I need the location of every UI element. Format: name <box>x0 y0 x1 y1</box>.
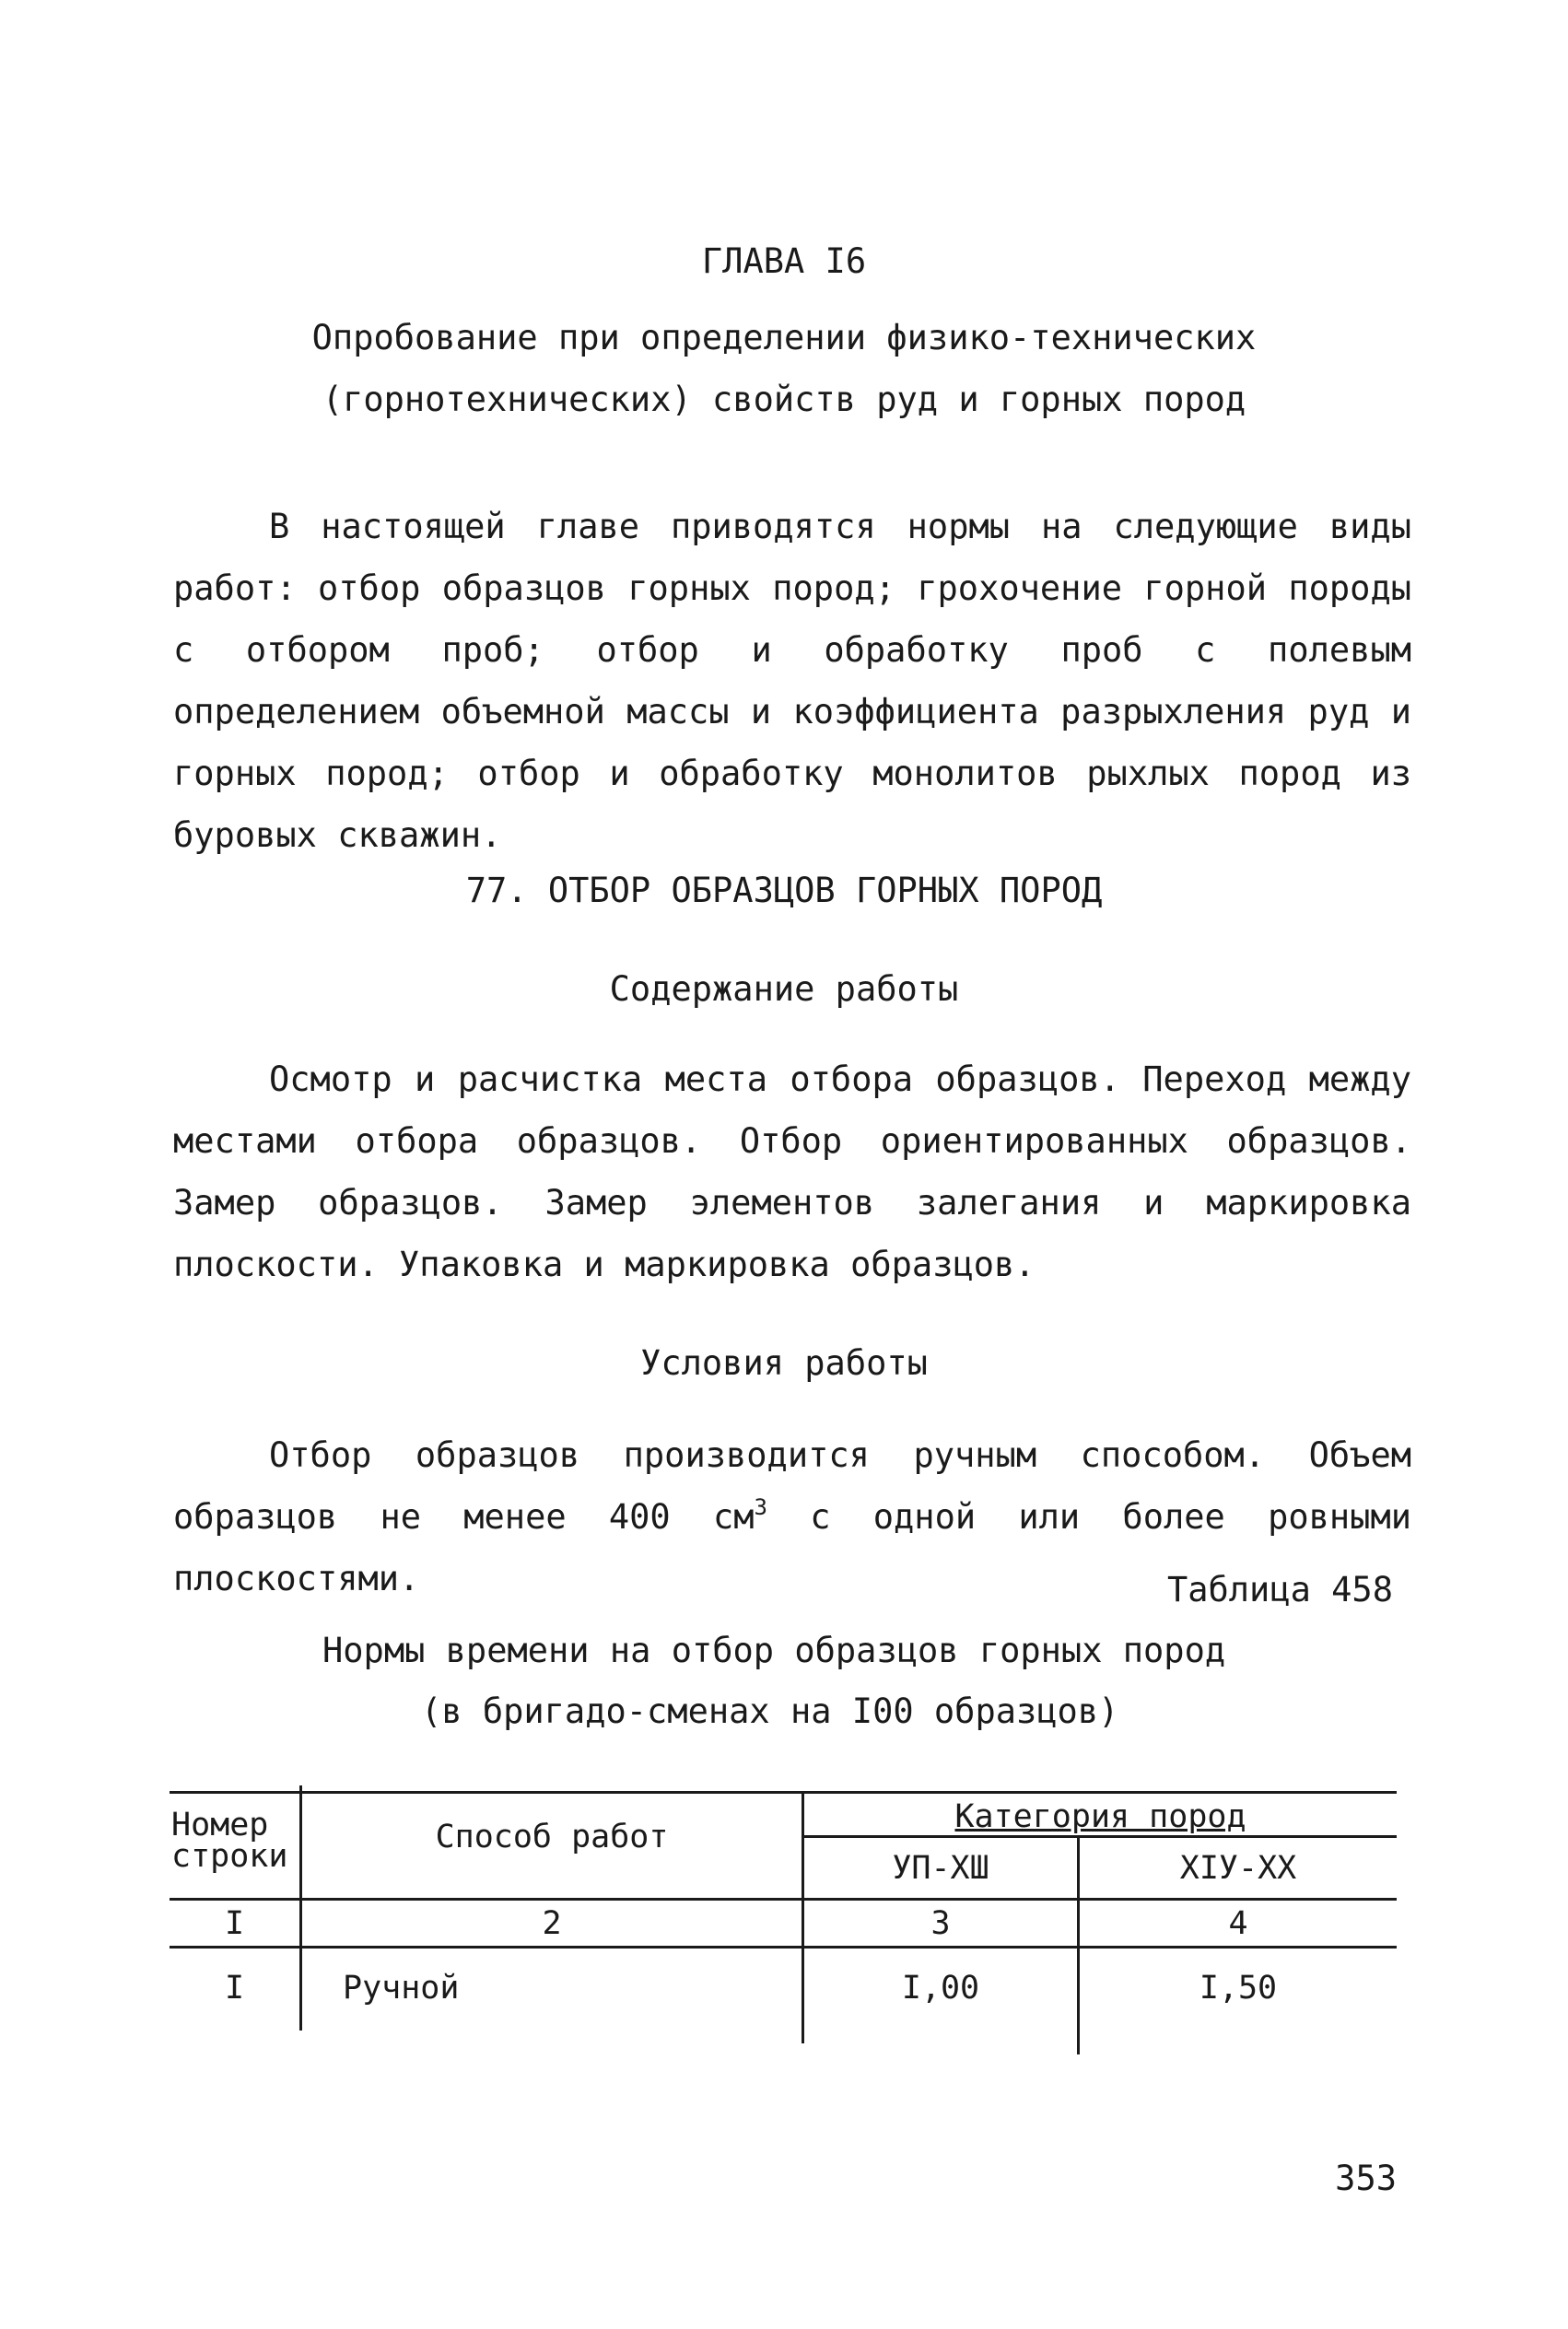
column-number-2: 2 <box>542 1905 562 1942</box>
table-row-number: I <box>224 1970 245 2007</box>
header-category-a: УП-ХШ <box>892 1850 989 1887</box>
content-paragraph: Осмотр и расчистка места отбора образцов. Переход между местами отбора образцов. Отбор ориентированных образцов. Замер образцов. Замер элементов залегания и маркировка плоскости. Упаковка и маркировка образцов. <box>173 1059 1411 1284</box>
column-numbers-rule <box>170 1946 1397 1949</box>
header-method: Способ работ <box>435 1819 669 1855</box>
chapter-title-line-1: Опробование при определении физико-технических <box>311 318 1257 357</box>
conditions-heading: Условия работы <box>640 1343 928 1383</box>
table-row-cat-a: I,00 <box>901 1970 980 2007</box>
section-heading: 77. ОТБОР ОБРАЗЦОВ ГОРНЫХ ПОРОД <box>465 871 1103 910</box>
header-bottom-rule <box>170 1898 1397 1901</box>
column-number-3: 3 <box>930 1905 951 1942</box>
table-title-line-2: (в бригадо-сменах на I00 образцов) <box>421 1691 1119 1731</box>
column-number-4: 4 <box>1228 1905 1248 1942</box>
table-label: Таблица 458 <box>1166 1570 1393 1609</box>
cubic-superscript: 3 <box>754 1494 767 1520</box>
table-top-rule <box>170 1791 1397 1794</box>
table-title-line-1: Нормы времени на отбор образцов горных пород <box>322 1631 1226 1670</box>
table-row-cat-b: I,50 <box>1199 1970 1278 2007</box>
header-row-number: Номер строки <box>171 1807 288 1875</box>
page-number: 353 <box>1335 2159 1397 2198</box>
chapter-heading: ГЛАВА I6 <box>701 241 867 281</box>
conditions-text-after: с одной или более ровными плоскостями. <box>173 1497 1411 1598</box>
content-heading: Содержание работы <box>609 969 959 1009</box>
category-subheader-rule <box>803 1835 1397 1838</box>
intro-paragraph: В настоящей главе приводятся нормы на следующие виды работ: отбор образцов горных пород; грохочение горной породы с отбором проб; отбор и обработку проб с полевым определением объемной массы и коэффициента разрыхления руд и горных пород; отбор и обработку монолитов рыхлых пород из буровых скважин. <box>173 507 1411 855</box>
table-row-method: Ручной <box>343 1970 460 2007</box>
chapter-title-line-2: (горнотехнических) свойств руд и горных пород <box>322 380 1246 419</box>
norms-table <box>170 1791 1397 2054</box>
header-category-b: ХIУ-ХХ <box>1179 1850 1297 1887</box>
conditions-text-before: Отбор образцов производится ручным способом. Объем образцов не менее 400 см <box>173 1435 1411 1537</box>
column-number-1: I <box>224 1905 245 1942</box>
header-category: Категория пород <box>954 1798 1246 1835</box>
